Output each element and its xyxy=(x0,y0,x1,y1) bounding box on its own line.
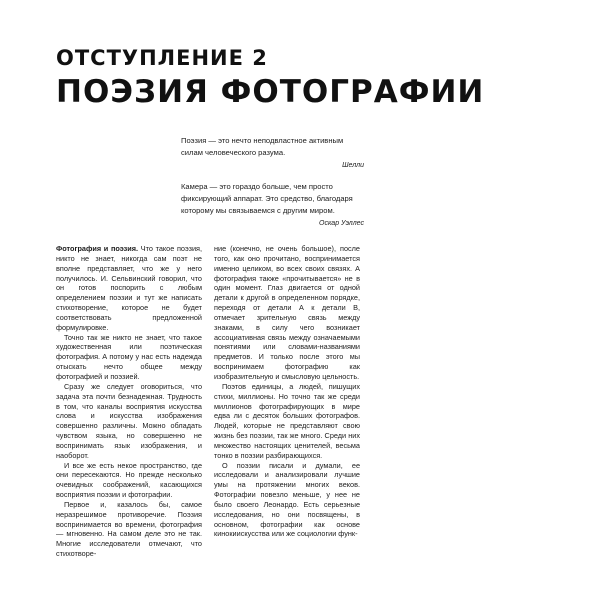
paragraph: Точно так же никто не знает, что такое художественная или поэтическая фотография. А потому у нас есть надежда отыскать нечто общее между фотографией и поэзией. xyxy=(56,332,202,381)
paragraph: Сразу же следует оговориться, что задача эта почти безнадежная. Трудность в том, что каналы восприятия искусства слова и искусства изображения совершенно различны. Можно обладать чувством языка, но совершенно не воспринимать язык изображения, и наоборот. xyxy=(56,381,202,460)
epigraph-text: Поэзия — это нечто неподвластное активным силам человеческого разума. xyxy=(181,136,344,157)
epigraph-2 xyxy=(181,181,364,230)
paragraph: ние (конечно, не очень большое), после того, как оно прочитано, воспринимается именно целиком, во всех своих связях. А фотография также «прочитывается» не в один момент. Глаз двигается от одной детали к другой в определенном порядке, переходя от детали А к детали В, отмечает зрительную связь между знаками, в силу чего возникает ассоциативная связь между означаемыми понятиями или словами-названиями предметов. И только после этого мы воспринимаем фотографию как изобразительную и смысловую цельность. xyxy=(214,244,360,381)
paragraph: И все же есть некое пространство, где они пересекаются. Но прежде несколько очевидных соображений, касающихся восприятия поэзии и фотографии. xyxy=(56,460,202,500)
epigraph-1 xyxy=(181,135,364,172)
section-lead: Фотография и поэзия. xyxy=(56,244,139,253)
body-column-left xyxy=(56,244,202,559)
paragraph: Первое и, казалось бы, самое неразрешимое противоречие. Поэзия воспринимается во времени, фотография — мгновенно. На самом деле это не так. Многие исследователи отмечают, что стихотворе- xyxy=(56,499,202,559)
body-column-right xyxy=(214,244,360,539)
epigraph-text: Камера — это гораздо больше, чем просто фиксирующий аппарат. Это средство, благодаря которому мы связываемся с другим миром. xyxy=(181,182,353,215)
chapter-label: ОТСТУПЛЕНИЕ 2 xyxy=(56,46,268,70)
paragraph xyxy=(56,244,202,333)
paragraph-text: Что такое поэзия, никто не знает, никогда сам поэт не вполне представляет, что же у него получилось. И. Сельвинский говорил, что он готов поспорить с любым определением поэзии и тут же написать стихотворение, которое не будет соответствовать предложенной формулировке. xyxy=(56,244,202,332)
paragraph: О поэзии писали и думали, ее исследовали и анализировали лучшие умы на протяжении многих веков. Фотографии повезло меньше, у нее не было своего Леонардо. Есть серьезные исследования, но они посвящены, в основном, фотографии как основе кинокиискусства или же социологии функ- xyxy=(214,460,360,539)
epigraph-author: Шелли xyxy=(342,162,364,169)
paragraph: Поэтов единицы, а людей, пишущих стихи, миллионы. Но точно так же среди миллионов фотографирующих в мире едва ли с десяток больших фотографов. Людей, которые не представляют свою жизнь без поэзии, так же много. Среди них множество настоящих ценителей, весьма тонко в поэзии разбирающихся. xyxy=(214,381,360,460)
page-title: ПОЭЗИЯ ФОТОГРАФИИ xyxy=(56,74,485,110)
epigraph-author: Оскар Уэллес xyxy=(319,220,364,227)
